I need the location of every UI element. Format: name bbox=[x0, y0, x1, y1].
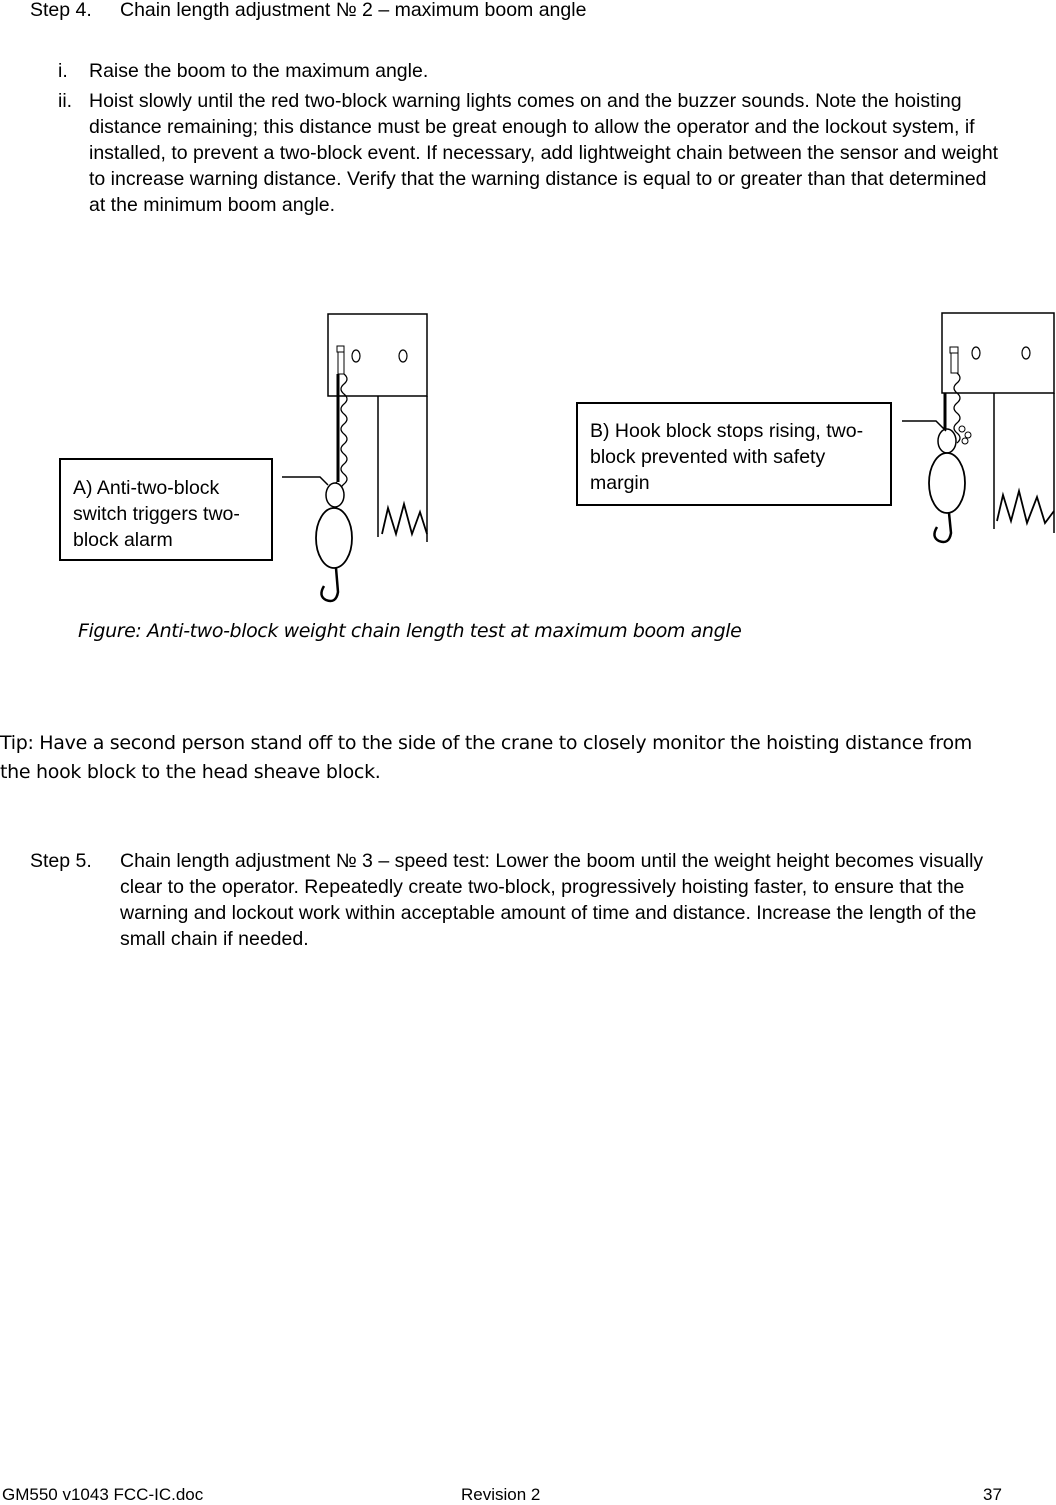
callout-b-leader bbox=[900, 417, 950, 435]
figure-caption: Figure: Anti-two-block weight chain length test at maximum boom angle bbox=[78, 620, 742, 642]
list-item-text: Hoist slowly until the red two-block warning lights comes on and the buzzer sounds. Note the hoisting distance remaining; this distance must be great enough to allow the operator and the lockout system, if installed, to prevent a two-block event. If necessary, add lightweight chain between the sensor and weight to increase warning distance. Verify that the warning distance is equal to or greater than that determined at the minimum boom angle. bbox=[89, 90, 999, 216]
callout-a: A) Anti-two-block switch triggers two-block alarm bbox=[59, 458, 273, 561]
step4-title: Chain length adjustment № 2 – maximum boom angle bbox=[120, 0, 587, 21]
step5-text: Chain length adjustment № 3 – speed test: Lower the boom until the weight height becomes visually clear to the operator. Repeatedly create two-block, progressively hoisting faster, to ensure that the warning and lockout work within acceptable amount of time and distance. Increase the length of the small chain if needed. bbox=[120, 850, 984, 950]
step5-label: Step 5. bbox=[30, 850, 92, 872]
list-item-text: Raise the boom to the maximum angle. bbox=[89, 60, 429, 82]
footer-page-number: 37 bbox=[983, 1485, 1002, 1504]
footer-doc-name: GM550 v1043 FCC-IC.doc bbox=[2, 1485, 204, 1504]
callout-b: B) Hook block stops rising, two-block prevented with safety margin bbox=[576, 402, 892, 506]
footer-revision: Revision 2 bbox=[461, 1485, 541, 1504]
list-item-number: i. bbox=[58, 60, 68, 82]
crane-head-illustration-a bbox=[278, 312, 438, 604]
step4-label: Step 4. bbox=[30, 0, 92, 21]
tip-text: Tip: Have a second person stand off to the side of the crane to closely monitor the hoisting distance from the hook block to the head sheave block. bbox=[0, 732, 972, 783]
callout-a-leader bbox=[280, 473, 330, 487]
list-item-number: ii. bbox=[58, 90, 73, 112]
